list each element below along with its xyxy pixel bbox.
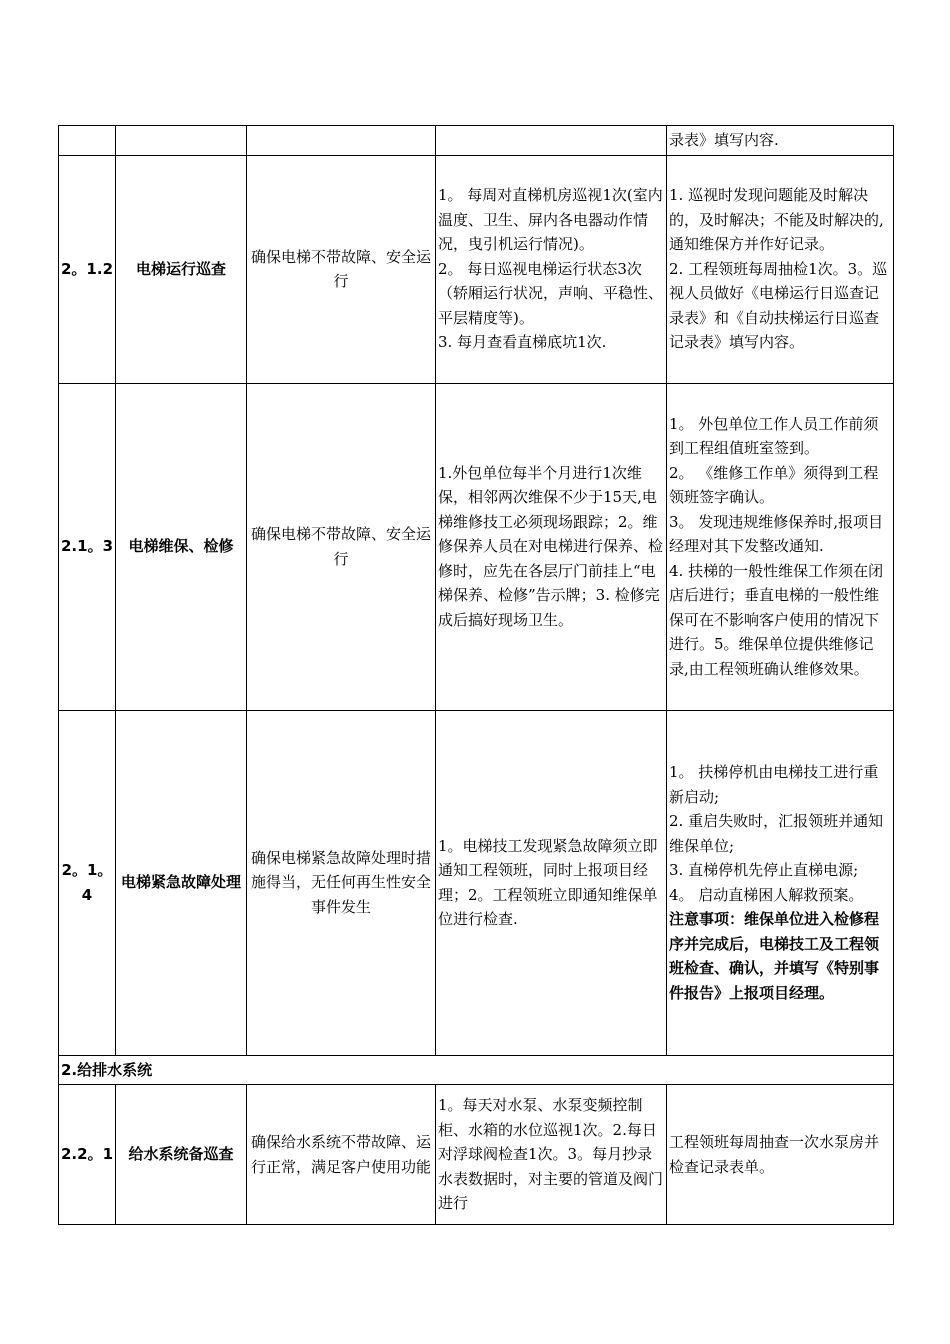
item-content <box>436 383 667 710</box>
table-row <box>59 155 894 383</box>
item-standard <box>667 126 894 156</box>
table-row <box>59 126 894 156</box>
item-standard <box>667 155 894 383</box>
item-goal: 确保给水系统不带故障、运行正常，满足客户使用功能 <box>247 1085 436 1225</box>
table-row <box>59 1085 894 1225</box>
section-title: 2.给排水系统 <box>59 1055 894 1085</box>
item-content <box>436 1085 667 1225</box>
maintenance-table <box>58 125 894 1225</box>
content-line: 1。每天对水泵、水泵变频控制柜、水箱的水位巡视1次。2.每日对浮球阀检查1次。3。每月抄录水表数据时，对主要的管道及阀门进行 <box>438 1096 664 1213</box>
content-line: 2。 每日巡视电梯运行状态3次（轿厢运行状况，声响、平稳性、平层精度等)。 <box>438 259 664 327</box>
table-row <box>59 710 894 1055</box>
table-row <box>59 383 894 710</box>
item-name: 给水系统备巡查 <box>116 1085 247 1225</box>
item-name <box>116 126 247 156</box>
content-line: 1.外包单位每半个月进行1次维保，相邻两次维保不少于15天,电梯维修技工必须现场跟踪；2。维修保养人员在对电梯进行保养、检修时，应先在各层厅门前挂上“电梯保养、检修”告示牌；3. 检修完成后搞好现场卫生。 <box>438 463 664 629</box>
item-number: 2.2。1 <box>59 1085 116 1225</box>
standard-line: 1. 巡视时发现问题能及时解决的，及时解决；不能及时解决的,通知维保方并作好记录。 <box>669 186 884 254</box>
item-number: 2。1.2 <box>59 155 116 383</box>
standard-line: 录表》填写内容. <box>669 131 779 149</box>
item-standard <box>667 710 894 1055</box>
item-goal: 确保电梯紧急故障处理时措施得当，无任何再生性安全事件发生 <box>247 710 436 1055</box>
note-text: 注意事项：维保单位进入检修程序并完成后，电梯技工及工程领班检查、确认，并填写《特别事件报告》上报项目经理。 <box>669 910 880 1002</box>
standard-line: 3. 直梯停机先停止直梯电源; <box>669 861 859 879</box>
item-goal: 确保电梯不带故障、安全运行 <box>247 155 436 383</box>
section-row <box>59 1055 894 1085</box>
item-standard <box>667 383 894 710</box>
item-content <box>436 710 667 1055</box>
standard-line: 3。 发现违规维修保养时,报项目经理对其下发整改通知. <box>669 512 884 556</box>
item-number: 2.1。3 <box>59 383 116 710</box>
item-content <box>436 126 667 156</box>
content-line: 3. 每月查看直梯底坑1次. <box>438 333 607 352</box>
standard-line: 4. 扶梯的一般性维保工作须在闭店后进行；垂直电梯的一般性维保可在不影响客户使用的情况下进行。5。维保单位提供维修记录,由工程领班确认维修效果。 <box>669 561 884 678</box>
item-number: 2。1。4 <box>59 710 116 1055</box>
standard-line: 2. 工程领班每周抽检1次。3。巡视人员做好《电梯运行日巡查记录表》和《自动扶梯运行日巡查记录表》填写内容。 <box>669 259 888 352</box>
standard-line: 工程领班每周抽查一次水泵房并检查记录表单。 <box>669 1133 880 1176</box>
standard-line: 2。 《维修工作单》须得到工程领班签字确认。 <box>669 463 879 507</box>
item-goal: 确保电梯不带故障、安全运行 <box>247 383 436 710</box>
content-line: 1。 每周对直梯机房巡视1次(室内温度、卫生、屏内各电器动作情况，曳引机运行情况)。 <box>438 186 663 254</box>
standard-line: 1。 外包单位工作人员工作前须到工程组值班室签到。 <box>669 414 879 458</box>
item-name: 电梯紧急故障处理 <box>116 710 247 1055</box>
standard-line: 4。 启动直梯困人解救预案。 <box>669 885 864 904</box>
standard-line: 1。 扶梯停机由电梯技工进行重新启动; <box>669 763 879 806</box>
item-name: 电梯运行巡查 <box>116 155 247 383</box>
content-line: 1。电梯技工发现紧急故障须立即通知工程领班，同时上报项目经理；2。工程领班立即通知维保单位进行检查. <box>438 836 658 928</box>
item-name: 电梯维保、检修 <box>116 383 247 710</box>
standard-line: 2. 重启失败时，汇报领班并通知维保单位; <box>669 812 884 855</box>
item-goal <box>247 126 436 156</box>
item-standard <box>667 1085 894 1225</box>
item-content <box>436 155 667 383</box>
item-number <box>59 126 116 156</box>
